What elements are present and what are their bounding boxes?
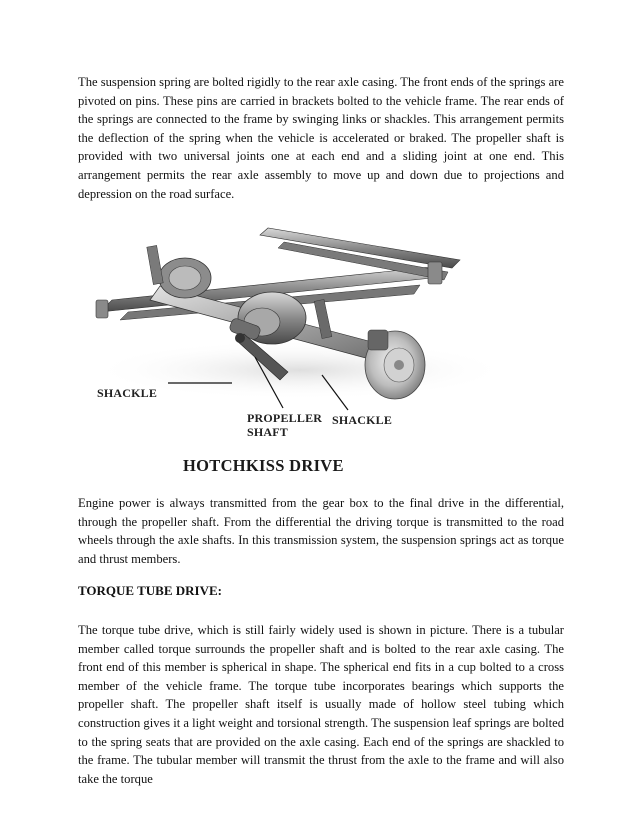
left-shackle — [96, 300, 108, 318]
shackle-label-left: SHACKLE — [97, 386, 158, 400]
propeller-label-line2: SHAFT — [247, 425, 289, 439]
intro-paragraph: The suspension spring are bolted rigidly to the rear axle casing. The front ends of the springs are pivoted on pins. These pins are carried in brackets bolted to the vehicle frame. The rear ends of the springs are connected to the frame by swinging links or shackles. This arrangement permits the deflection of the spring when the vehicle is accelerated or braked. The propeller shaft is provided with two universal joints one at each end and a sliding joint at one end. This arrangement permits the rear axle assembly to move up and down due to projections and depression on the road surface. — [78, 75, 564, 201]
universal-joint-icon — [235, 333, 245, 343]
torque-tube-paragraph: The torque tube drive, which is still fairly widely used is shown in picture. There is a tubular member called torque surrounds the propeller shaft and is bolted to the rear axle casing. The front end of this member is spherical in shape. The spherical end fits in a cup bolted to a cross member of the vehicle frame. The torque tube incorporates bearings which supports the propeller shaft. The propeller shaft itself is usually made of hollow steel tubing which construction gives it a light weight and torsional strength. The suspension leaf springs are bolted to the spring seats that are provided on the axle casing. Each end of the springs are shackled to the frame. The tubular member will transmit the thrust from the axle to the frame and will also take the torque — [78, 623, 564, 786]
shackle-label-right: SHACKLE — [332, 413, 393, 427]
section-heading: TORQUE TUBE DRIVE: — [78, 583, 222, 598]
propeller-label-line1: PROPELLER — [247, 411, 323, 425]
figure-title: HOTCHKISS DRIVE — [183, 456, 344, 475]
power-paragraph: Engine power is always transmitted from the gear box to the final drive in the differential, through the propeller shaft. From the differential the driving torque is transmitted to the road wheels through the axle shafts. In this transmission system, the suspension springs act as torque and thrust members. — [78, 496, 564, 566]
right-shackle — [428, 262, 442, 284]
